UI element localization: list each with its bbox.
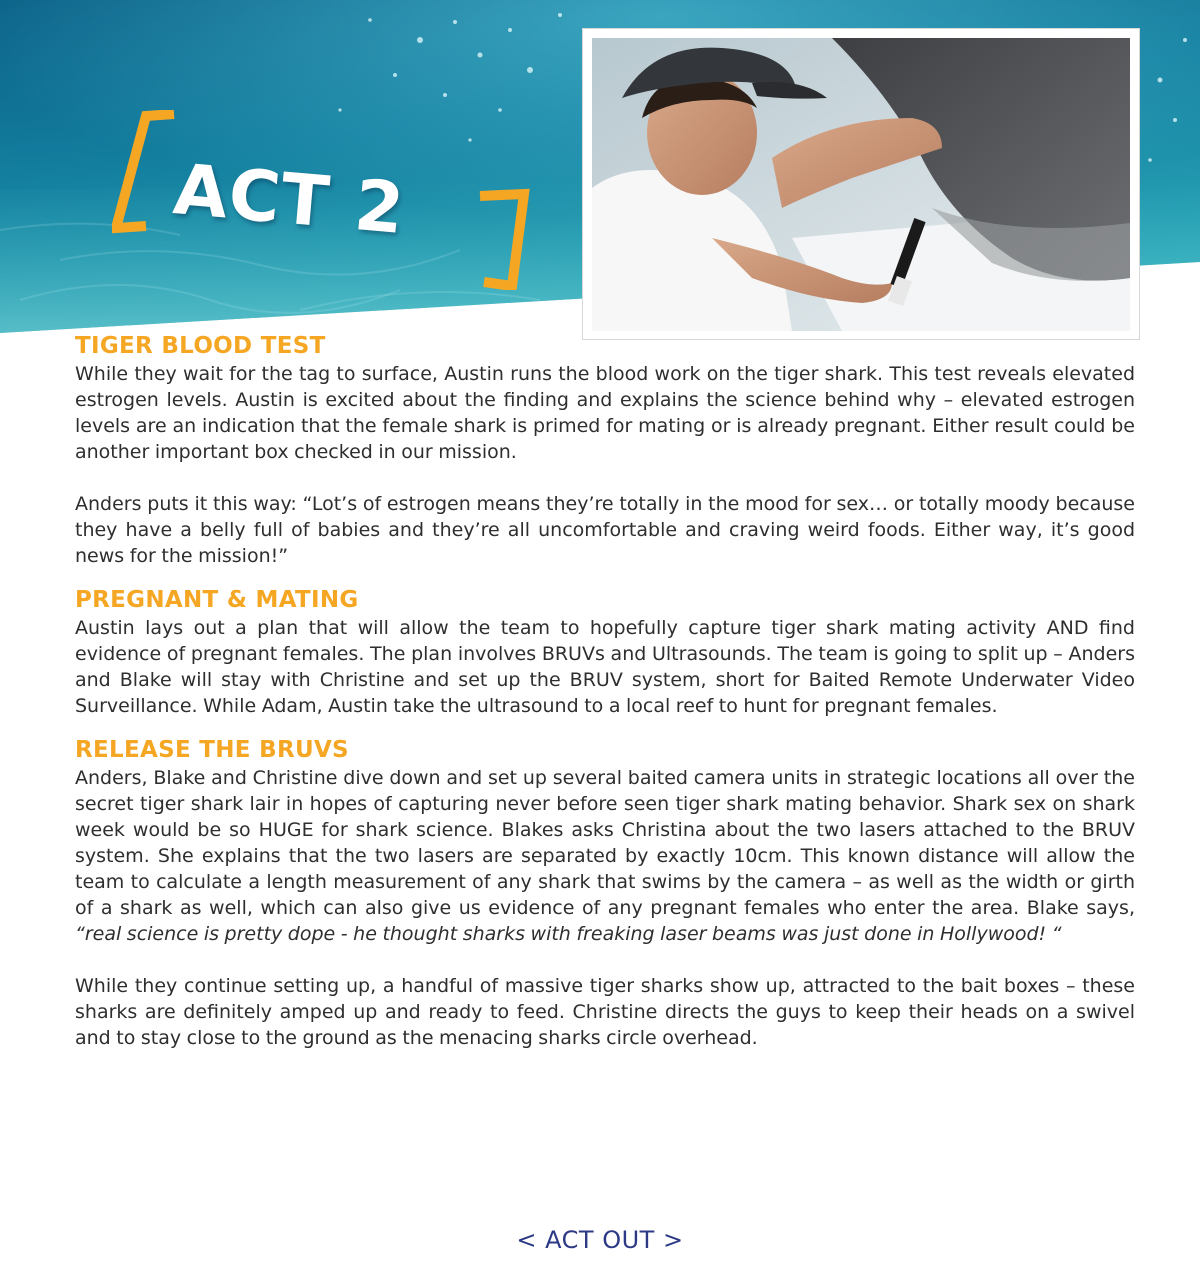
- photo-frame: [582, 28, 1140, 340]
- act-out-label: < ACT OUT >: [516, 1226, 684, 1254]
- paragraph: While they continue setting up, a handful of massive tiger sharks show up, attracted to the bait boxes – these sharks are definitely amped up and ready to feed. Christine directs the guys to keep their heads on a swivel and to stay close to the ground as the menacing sharks circle overhead.: [75, 975, 1135, 1049]
- article-body: [75, 331, 1135, 1051]
- act-title: ACT 2: [170, 148, 409, 251]
- section-heading-release-the-bruvs: RELEASE THE BRUVS: [75, 737, 349, 763]
- section-heading-tiger-blood-test: TIGER BLOOD TEST: [75, 333, 326, 359]
- act-badge: [112, 110, 542, 290]
- paragraph: While they wait for the tag to surface, Austin runs the blood work on the tiger shark. This test reveals elevated estrogen levels. Austin is excited about the finding and explains the science behind why – elevated estrogen levels are an indication that the female shark is primed for mating or is already pregnant. Either result could be another important box checked in our mission.: [75, 363, 1135, 463]
- paragraph: [75, 765, 1135, 947]
- paragraph: Anders puts it this way: “Lot’s of estrogen means they’re totally in the mood for sex… or totally moody because they have a belly full of babies and they’re all uncomfortable and craving weird foods. Either way, it’s good news for the mission!”: [75, 493, 1135, 567]
- section-heading-pregnant-mating: PREGNANT & MATING: [75, 587, 359, 613]
- paragraph: Austin lays out a plan that will allow the team to hopefully capture tiger shark mating activity AND find evidence of pregnant females. The plan involves BRUVs and Ultrasounds. The team is going to split up – Anders and Blake will stay with Christine and set up the BRUV system, short for Baited Remote Underwater Video Surveillance. While Adam, Austin take the ultrasound to a local reef to hunt for pregnant females.: [75, 617, 1135, 717]
- paragraph-text: Anders, Blake and Christine dive down and set up several baited camera units in strategic locations all over the secret tiger shark lair in hopes of capturing never before seen tiger shark mating behavior. Shark sex on shark week would be so HUGE for shark science. Blakes asks Christina about the two lasers attached to the BRUV system. She explains that the two lasers are separated by exactly 10cm. This known distance will allow the team to calculate a length measurement of any shark that swims by the camera – as well as the width or girth of a shark as well, which can also give us evidence of any pregnant females who enter the area. Blake says,: [75, 767, 1135, 919]
- shark-blood-sample-photo-icon: [592, 38, 1130, 331]
- header-banner: [0, 0, 1200, 345]
- blake-quote: “real science is pretty dope - he thought sharks with freaking laser beams was just done in Hollywood! “: [75, 923, 1062, 945]
